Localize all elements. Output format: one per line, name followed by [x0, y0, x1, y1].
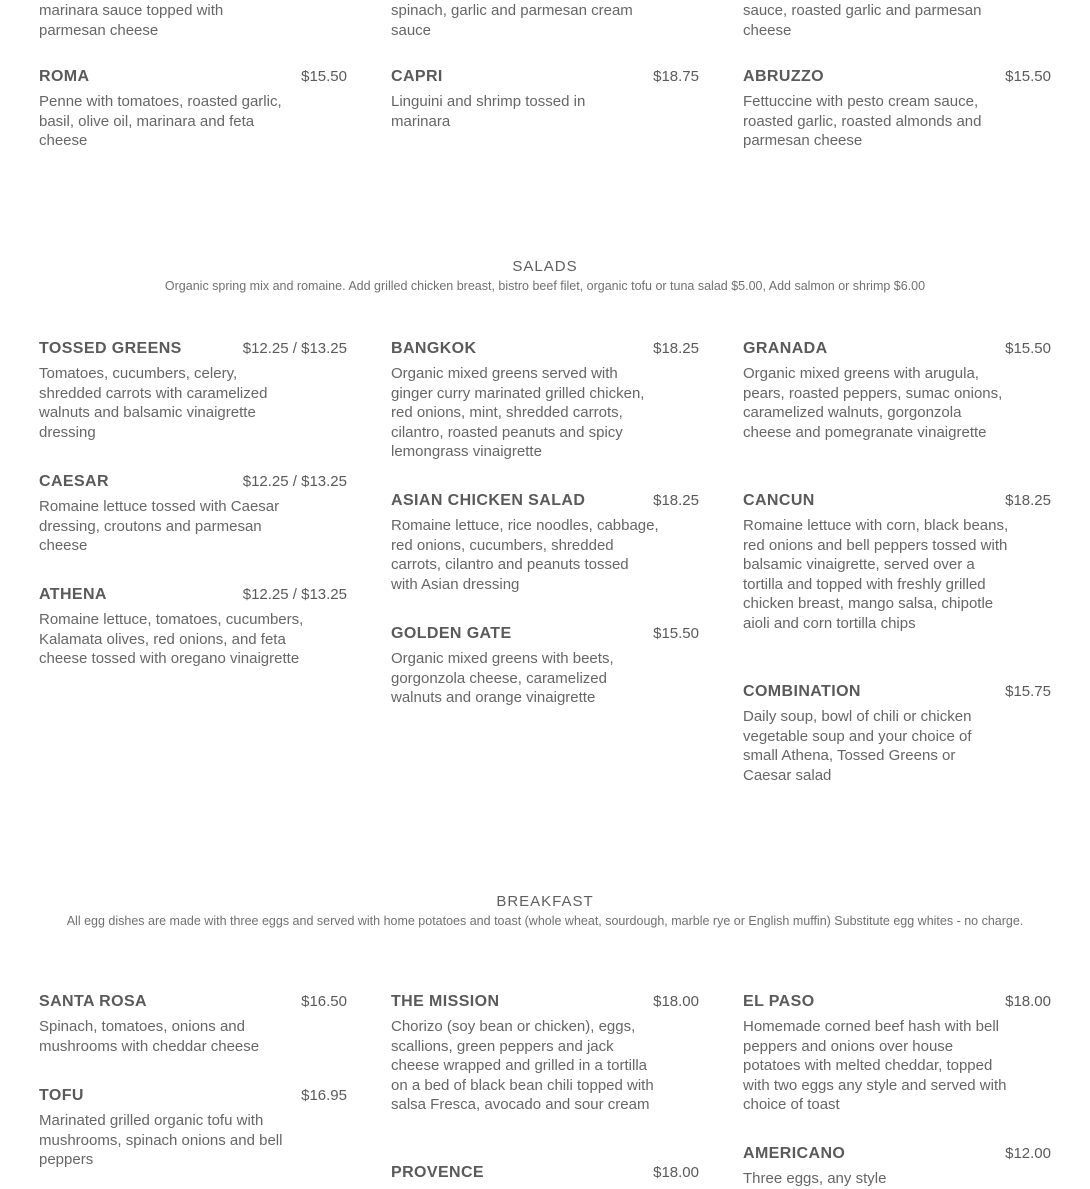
item-price: $18.25 [653, 340, 699, 357]
menu-item-roma [39, 68, 347, 151]
item-description: Romaine lettuce tossed with Caesar dressing, croutons and parmesan cheese [39, 498, 280, 554]
item-price: $12.25 / $13.25 [242, 473, 347, 490]
menu-item-granada [743, 340, 1051, 442]
item-name: TOSSED GREENS [39, 340, 182, 357]
menu-item-the-mission [391, 993, 699, 1115]
menu-item-golden-gate [391, 625, 699, 708]
item-name: CANCUN [743, 492, 815, 509]
item-description: Tomatoes, cucumbers, celery, shredded carrots with caramelized walnuts and balsamic vinaigrette dressing [39, 365, 268, 441]
menu-item-athena [39, 586, 347, 669]
item-description: Daily soup, bowl of chili or chicken vegetable soup and your choice of small Athena, Tossed Greens or Caesar salad [743, 708, 972, 784]
item-name: CAESAR [39, 473, 109, 490]
item-name: ROMA [39, 68, 90, 85]
item-name: ATHENA [39, 586, 107, 603]
item-name: CAPRI [391, 68, 443, 85]
item-name: ASIAN CHICKEN SALAD [391, 492, 586, 509]
partial-item-col3 [743, 0, 1051, 40]
item-name: BANGKOK [391, 340, 477, 357]
item-description: Organic mixed greens served with ginger curry marinated grilled chicken, red onions, mint, shredded carrots, cilantro, roasted peanuts and spicy lemongrass vinaigrette [391, 365, 645, 460]
item-price: $15.50 [301, 68, 347, 85]
section-title-breakfast: BREAKFAST [496, 893, 594, 910]
item-description: Romaine lettuce with corn, black beans, red onions and bell peppers tossed with balsamic vinaigrette, served over a tortilla and topped with freshly grilled chicken breast, mango salsa, chipotle aioli and corn tortilla chips [743, 517, 1009, 632]
partial-item-col1 [39, 0, 347, 40]
item-price: $12.00 [1005, 1145, 1051, 1162]
item-description: Linguini and shrimp tossed in marinara [391, 93, 586, 130]
item-price: $15.75 [1005, 683, 1051, 700]
partial-item-col2 [391, 0, 699, 40]
menu-item-abruzzo [743, 68, 1051, 151]
menu-item-provence [391, 1164, 699, 1186]
item-price: $15.50 [1005, 68, 1051, 85]
item-name: THE MISSION [391, 993, 500, 1010]
item-price: $12.25 / $13.25 [242, 586, 347, 603]
item-description: Marinated grilled organic tofu with mushrooms, spinach onions and bell peppers [39, 1112, 283, 1168]
item-price: $12.25 / $13.25 [242, 340, 347, 357]
menu-item-santa-rosa [39, 993, 347, 1056]
item-description: Three eggs, any style [743, 1170, 887, 1187]
item-price: $18.75 [653, 68, 699, 85]
item-price: $16.50 [301, 993, 347, 1010]
menu-item-asian-chicken-salad [391, 492, 699, 594]
item-price: $18.00 [653, 1164, 699, 1181]
item-price: $18.25 [1005, 492, 1051, 509]
item-description: sauce, roasted garlic and parmesan cheese [743, 2, 982, 39]
item-description: Penne with tomatoes, roasted garlic, basil, olive oil, marinara and feta cheese [39, 93, 282, 149]
item-name: SANTA ROSA [39, 993, 147, 1010]
item-name: COMBINATION [743, 683, 861, 700]
menu-item-capri [391, 68, 699, 131]
item-description: Organic mixed greens with arugula, pears, roasted peppers, sumac onions, caramelized walnuts, gorgonzola cheese and pomegranate vinaigrette [743, 365, 1003, 441]
menu-item-combination [743, 683, 1051, 785]
menu-item-cancun [743, 492, 1051, 633]
item-description: spinach, garlic and parmesan cream sauce [391, 2, 633, 39]
item-name: ABRUZZO [743, 68, 825, 85]
item-name: GOLDEN GATE [391, 625, 512, 642]
item-price: $18.25 [653, 492, 699, 509]
menu-item-tofu [39, 1087, 347, 1170]
item-description: Chorizo (soy bean or chicken), eggs, scallions, green peppers and jack cheese wrapped and grilled in a tortilla on a bed of black bean chili topped with salsa Fresca, avocado and sour cream [391, 1018, 654, 1113]
item-description: Spinach, tomatoes, onions and mushrooms with cheddar cheese [39, 1018, 260, 1055]
item-description: Romaine lettuce, rice noodles, cabbage, red onions, cucumbers, shredded carrots, cilantro and peanuts tossed with Asian dressing [391, 517, 659, 593]
item-description: marinara sauce topped with parmesan cheese [39, 2, 224, 39]
item-name: TOFU [39, 1087, 84, 1104]
item-description: Fettuccine with pesto cream sauce, roasted garlic, roasted almonds and parmesan cheese [743, 93, 982, 149]
section-title-salads: SALADS [512, 258, 578, 275]
item-name: EL PASO [743, 993, 815, 1010]
menu-item-bangkok [391, 340, 699, 462]
item-price: $15.50 [653, 625, 699, 642]
item-description: Romaine lettuce, tomatoes, cucumbers, Kalamata olives, red onions, and feta cheese tossed with oregano vinaigrette [39, 611, 304, 667]
section-note-salads: Organic spring mix and romaine. Add grilled chicken breast, bistro beef filet, organic tofu or tuna salad $5.00, Add salmon or shrimp $6.00 [164, 279, 926, 293]
menu-item-el-paso [743, 993, 1051, 1115]
item-description: Homemade corned beef hash with bell peppers and onions over house potatoes with melted cheddar, topped with two eggs any style and served with choice of toast [743, 1018, 1007, 1113]
item-name: PROVENCE [391, 1164, 484, 1181]
item-name: GRANADA [743, 340, 828, 357]
menu-item-caesar [39, 473, 347, 556]
section-note-breakfast: All egg dishes are made with three eggs and served with home potatoes and toast (whole wheat, sourdough, marble rye or English muffin) Substitute egg whites - no charge. [66, 914, 1024, 928]
item-price: $18.00 [653, 993, 699, 1010]
item-price: $16.95 [301, 1087, 347, 1104]
item-description: Organic mixed greens with beets, gorgonzola cheese, caramelized walnuts and orange vinaigrette [391, 650, 614, 706]
item-name: AMERICANO [743, 1145, 846, 1162]
item-price: $18.00 [1005, 993, 1051, 1010]
menu-item-tossed-greens [39, 340, 347, 442]
item-price: $15.50 [1005, 340, 1051, 357]
menu-item-americano [743, 1145, 1051, 1189]
